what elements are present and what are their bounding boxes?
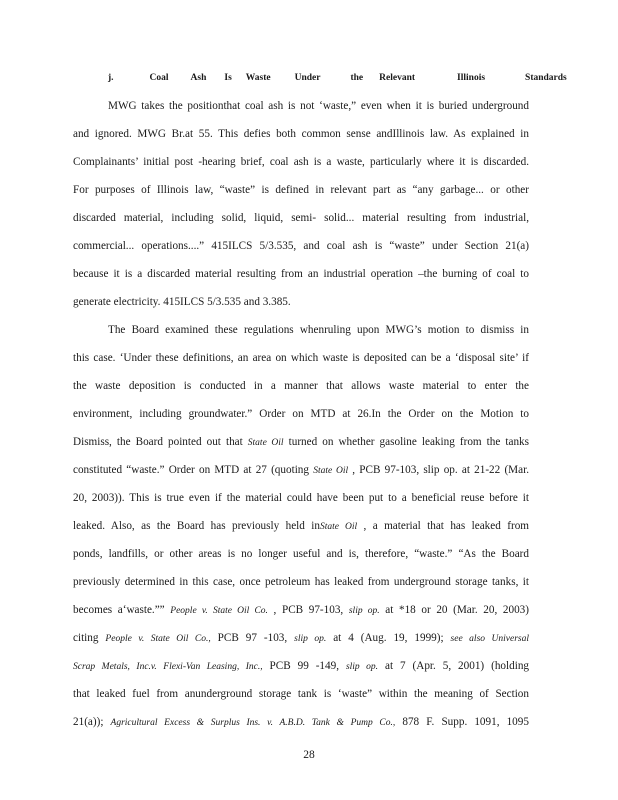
text-run: environment, including groundwater.” Order on MTD at 26.In the Order on the Motion to [73,408,529,420]
text-run: 20, 2003)). This is true even if the material could have been put to a beneficial reuse before it [73,492,529,504]
text-line [73,155,529,169]
text-line [73,715,529,730]
text-run: at *18 or 20 (Mar. 20, 2003) [379,604,530,616]
text-run: MWG takes the positionthat coal ash is not ‘waste,” even when it is buried underground [108,100,529,112]
heading-word: Illinois [457,73,486,83]
citation-italic: People v. State Oil Co., [105,634,211,644]
heading-word: Coal [149,73,169,83]
text-run: turned on whether gasoline leaking from the tanks [283,436,529,448]
text-run: 21(a)); [73,716,111,728]
text-line [73,351,529,365]
text-line [73,183,529,197]
heading-word: the [350,73,364,83]
text-line [73,463,529,478]
heading-word: Relevant [379,73,416,83]
text-line [73,603,529,618]
text-run: becomes a‘waste.”” [73,604,171,616]
text-line [73,519,529,534]
heading-word: Ash [190,73,207,83]
text-run: Complainants’ initial post -hearing brief, coal ash is a waste, particularly where it is discarded. [73,156,529,168]
citation-italic: State Oil [319,522,358,532]
text-line [73,239,529,253]
citation-italic: State Oil [247,438,284,448]
text-run: discarded material, including solid, liquid, semi- solid... material resulting from industrial, [73,212,529,224]
text-line [108,99,529,113]
text-line [73,547,529,561]
text-line [73,267,529,281]
text-line [73,575,529,589]
text-run: leaked. Also, as the Board has previously held in [73,520,320,532]
text-line [73,379,529,393]
page-number: 28 [303,749,315,761]
text-line [73,407,529,421]
text-run: the waste deposition is conducted in a manner that allows waste material to enter the [73,380,529,392]
text-run: at 4 (Aug. 19, 1999); [326,632,451,644]
text-line [73,659,529,674]
text-run: constituted “waste.” Order on MTD at 27 (quoting [73,464,314,476]
heading-word: Is [224,73,232,83]
text-run: Dismiss, the Board pointed out that [73,436,248,448]
text-line [108,323,529,337]
text-line [73,211,529,225]
citation-italic: slip op. [345,662,379,672]
heading-word: Standards [525,73,567,83]
text-run: PCB 99 -149, [262,660,346,672]
text-run: because it is a discarded material resulting from an industrial operation –the burning of coal to [73,268,529,280]
heading-word: Under [294,73,321,83]
citation-italic: Agricultural Excess & Surplus Ins. v. A.B.D. Tank & Pump Co., [110,718,396,728]
text-run: and ignored. MWG Br.at 55. This defies both common sense andIllinois law. As explained in [73,128,529,140]
text-run: , PCB 97-103, slip op. at 21-22 (Mar. [348,464,529,476]
text-run: previously determined in this case, once petroleum has leaked from underground storage tanks, it [73,576,529,588]
text-run: commercial... operations....” 415ILCS 5/3.535, and coal ash is “waste” under Section 21(a) [73,240,529,252]
citation-italic: Scrap Metals, Inc.v. Flexi-Van Leasing, Inc., [73,662,263,672]
text-line [73,127,529,141]
text-run: 878 F. Supp. 1091, 1095 [395,716,529,728]
citation-italic: State Oil [313,466,349,476]
citation-italic: see also Universal [450,634,529,644]
text-line [73,631,529,646]
text-line [73,687,529,701]
text-line [73,295,529,309]
text-run: generate electricity. 415ILCS 5/3.535 and 3.385. [73,296,291,308]
text-run: ponds, landfills, or other areas is no longer useful and is, therefore, “waste.” “As the Board [73,548,529,560]
text-run: citing [73,632,106,644]
citation-italic: slip op. [348,606,380,616]
text-line [73,491,529,505]
text-line [73,435,529,450]
text-run: The Board examined these regulations whenruling upon MWG’s motion to dismiss in [108,324,529,336]
citation-italic: slip op. [294,634,327,644]
heading-word: j. [108,73,114,83]
section-heading [108,73,567,83]
text-run: at 7 (Apr. 5, 2001) (holding [378,660,530,672]
text-run: this case. ‘Under these definitions, an area on which waste is deposited can be a ‘disposal site’ if [73,352,529,364]
text-run: For purposes of Illinois law, “waste” is defined in relevant part as “any garbage... or other [73,184,529,196]
text-run: , PCB 97-103, [267,604,349,616]
text-run: , a material that has leaked from [357,520,529,532]
heading-word: Waste [245,73,271,83]
citation-italic: People v. State Oil Co. [170,606,268,616]
text-run: PCB 97 -103, [210,632,295,644]
text-run: that leaked fuel from anunderground storage tank is ‘waste” within the meaning of Section [73,688,529,700]
